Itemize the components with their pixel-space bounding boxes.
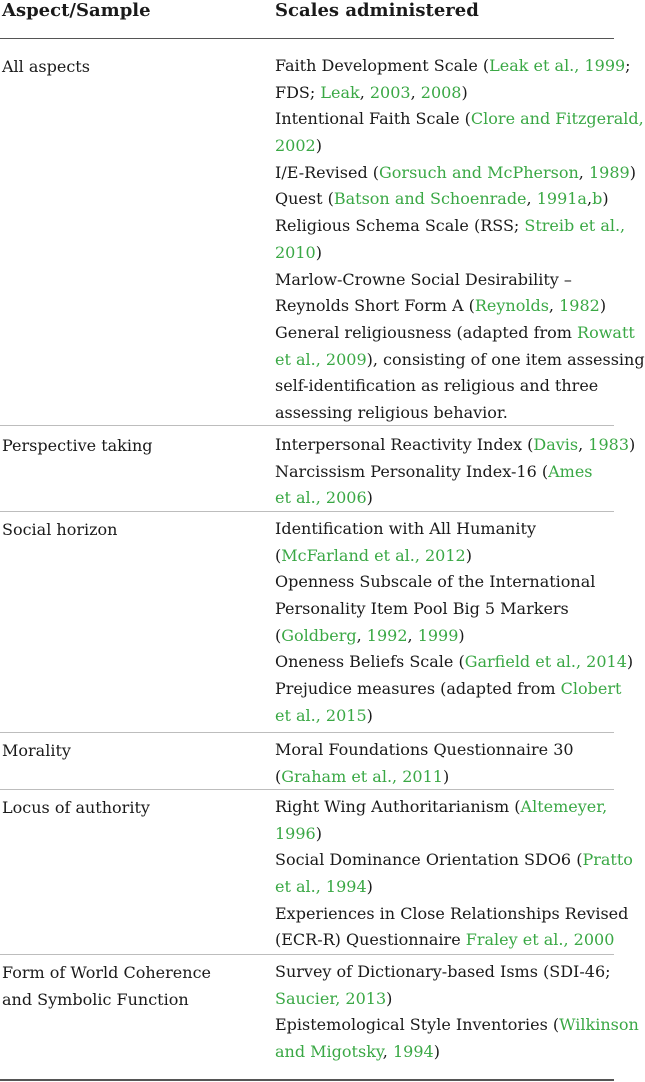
- scale-text: (: [275, 625, 282, 645]
- scale-line: [275, 901, 629, 928]
- scale-line: [275, 459, 614, 486]
- citation-link[interactable]: Reynolds: [474, 296, 549, 316]
- scale-text: Personality Item Pool Big 5 Markers: [275, 599, 569, 619]
- scale-line: [275, 794, 614, 821]
- row-aspect-label: [2, 959, 252, 1013]
- row-aspect-label: [2, 432, 252, 459]
- citation-link[interactable]: et al., 2015: [275, 705, 367, 725]
- scale-text: ,: [382, 1042, 393, 1062]
- row-aspect-label: [2, 516, 252, 543]
- citation-link[interactable]: Clore and Fitzgerald,: [470, 109, 644, 129]
- scale-text: ): [465, 545, 472, 565]
- scale-text: ): [599, 296, 607, 316]
- header-aspect-sample: Aspect/Sample: [2, 0, 151, 21]
- citation-link[interactable]: 1999: [584, 56, 626, 75]
- scale-text: ,: [578, 435, 589, 454]
- citation-link[interactable]: Graham et al., 2011: [281, 766, 443, 786]
- scale-line: [275, 986, 614, 1013]
- scale-text: ,: [359, 82, 370, 102]
- citation-link[interactable]: 1991a: [536, 189, 587, 209]
- scale-line: [275, 240, 614, 267]
- scale-text: Identification with All Humanity: [275, 519, 536, 538]
- citation-link[interactable]: Clobert: [560, 679, 622, 699]
- aspect-line: Perspective taking: [2, 436, 153, 455]
- scale-text: self-identification as religious and three: [275, 376, 599, 396]
- scale-text: ): [315, 136, 322, 156]
- scale-text: Experiences in Close Relationships Revised: [275, 903, 629, 923]
- scale-line: [275, 485, 614, 512]
- row-scales-cell: [275, 516, 634, 730]
- citation-link[interactable]: Leak: [320, 82, 360, 102]
- scale-text: ), consisting of one item assessing: [366, 349, 645, 369]
- scale-line: [275, 213, 626, 240]
- row-scales-cell: [275, 737, 614, 790]
- scale-line: [275, 1012, 639, 1039]
- scale-line: [275, 764, 614, 791]
- scale-text: Moral Foundations Questionnaire 30: [275, 740, 574, 759]
- citation-link[interactable]: 1989: [588, 162, 630, 182]
- scale-line: [275, 596, 614, 623]
- scale-text: ): [386, 988, 393, 1008]
- scale-text: ): [602, 189, 609, 209]
- scale-line: [275, 927, 614, 954]
- scale-text: Survey of Dictionary-based Isms (SDI-46;: [275, 962, 611, 981]
- citation-link[interactable]: Saucier, 2013: [275, 988, 387, 1008]
- citation-link[interactable]: Streib et al.,: [524, 216, 626, 236]
- citation-link[interactable]: Altemeyer,: [520, 797, 608, 816]
- citation-link[interactable]: Gorsuch and McPherson: [379, 162, 579, 182]
- scale-line: [275, 347, 645, 374]
- scale-line: [275, 293, 614, 320]
- scale-text: General religiousness (adapted from: [275, 322, 578, 342]
- scale-text: Faith Development Scale (: [275, 56, 490, 75]
- table-bottom-rule: [0, 1079, 614, 1081]
- scale-line: [275, 569, 614, 596]
- row-divider: [0, 789, 614, 790]
- scale-text: Right Wing Authoritarianism (: [275, 797, 521, 816]
- scale-text: ): [442, 766, 450, 786]
- scale-line: [275, 543, 614, 570]
- aspect-line: Locus of authority: [2, 798, 150, 817]
- scale-text: Religious Schema Scale (RSS;: [275, 216, 525, 236]
- citation-link[interactable]: 1999: [417, 625, 459, 645]
- citation-link[interactable]: 1994: [392, 1042, 434, 1062]
- scale-text: ): [315, 242, 322, 262]
- citation-link[interactable]: Davis: [533, 435, 579, 454]
- scale-line: [275, 737, 614, 764]
- scale-line: [275, 874, 614, 901]
- scale-text: (: [275, 766, 282, 786]
- scale-text: Oneness Beliefs Scale (: [275, 652, 465, 672]
- scale-text: FDS;: [275, 82, 321, 102]
- citation-link[interactable]: Leak et al.,: [489, 56, 580, 75]
- scale-text: ): [629, 435, 636, 454]
- scale-text: Openness Subscale of the International: [275, 572, 596, 592]
- scale-text: assessing religious behavior.: [275, 402, 508, 422]
- scale-line: [275, 373, 614, 400]
- citation-link[interactable]: 2010: [275, 242, 316, 262]
- citation-link[interactable]: Rowatt: [577, 322, 635, 342]
- row-divider: [0, 732, 614, 733]
- citation-link[interactable]: b: [592, 189, 603, 209]
- citation-link[interactable]: McFarland et al., 2012: [281, 545, 466, 565]
- scale-line: [275, 320, 635, 347]
- scale-text: Interpersonal Reactivity Index (: [275, 435, 534, 454]
- scale-text: ): [366, 877, 373, 897]
- scale-text: ,: [526, 189, 537, 209]
- scale-text: ,: [578, 162, 589, 182]
- citation-link[interactable]: Garfield et al., 2014: [464, 652, 627, 672]
- row-scales-cell: [275, 432, 636, 512]
- scale-text: I/E-Revised (: [275, 162, 380, 182]
- scale-text: Marlow-Crowne Social Desirability –: [275, 269, 572, 289]
- scale-line: [275, 160, 636, 187]
- citation-link[interactable]: Wilkinson: [559, 1015, 639, 1035]
- scale-text: ): [629, 162, 636, 182]
- scale-text: ,: [548, 296, 560, 316]
- scale-text: Prejudice measures (adapted from: [275, 679, 561, 699]
- scale-line: [275, 133, 614, 160]
- table-header: [0, 0, 614, 38]
- scale-text: (: [275, 545, 282, 565]
- row-divider: [0, 511, 614, 512]
- citation-link[interactable]: Goldberg: [281, 625, 357, 645]
- scale-text: Epistemological Style Inventories (: [275, 1015, 560, 1035]
- scale-line: [275, 1039, 614, 1066]
- citation-link[interactable]: et al., 1994: [275, 877, 367, 897]
- scale-text: Narcissism Personality Index-16 (: [275, 461, 549, 481]
- scale-text: ,: [356, 625, 367, 645]
- scale-text: Social Dominance Orientation SDO6 (: [275, 850, 583, 870]
- scale-line: [275, 649, 634, 676]
- scale-line: [275, 80, 614, 107]
- scale-line: [275, 623, 614, 650]
- citation-link[interactable]: 1996: [275, 823, 316, 843]
- scale-text: Reynolds Short Form A (: [275, 296, 475, 316]
- citation-link[interactable]: Fraley et al., 2000: [465, 930, 615, 950]
- citation-link[interactable]: 2008: [420, 82, 462, 102]
- scale-text: ,: [410, 82, 421, 102]
- row-aspect-label: [2, 53, 252, 80]
- scale-text: ,: [407, 625, 418, 645]
- scale-text: (ECR-R) Questionnaire: [275, 930, 466, 950]
- scale-line: [275, 432, 636, 459]
- scale-text: ;: [625, 56, 631, 75]
- citation-link[interactable]: 2002: [275, 136, 316, 156]
- citation-link[interactable]: 1992: [366, 625, 408, 645]
- row-scales-cell: [275, 794, 633, 954]
- citation-link[interactable]: Pratto: [582, 850, 633, 870]
- scale-text: ): [461, 82, 468, 102]
- row-divider: [0, 954, 614, 955]
- citation-link[interactable]: 2003: [369, 82, 411, 102]
- scale-line: [275, 106, 644, 133]
- citation-link[interactable]: 1982: [559, 296, 600, 316]
- row-aspect-label: [2, 794, 252, 821]
- header-scales-administered: Scales administered: [275, 0, 479, 21]
- row-scales-cell: [275, 53, 645, 427]
- citation-link[interactable]: 1983: [588, 435, 630, 454]
- citation-link[interactable]: and Migotsky: [275, 1042, 383, 1062]
- scale-line: [275, 821, 614, 848]
- citation-link[interactable]: et al., 2006: [275, 488, 367, 508]
- scale-line: [275, 959, 614, 986]
- scale-text: ): [366, 488, 373, 508]
- scale-line: [275, 400, 614, 427]
- citation-link[interactable]: Ames: [548, 461, 593, 481]
- scale-text: ,: [586, 189, 593, 209]
- scale-line: [275, 847, 633, 874]
- header-rule: [0, 38, 614, 39]
- scale-text: Quest (: [275, 189, 334, 209]
- scale-line: [275, 53, 631, 80]
- row-aspect-label: [2, 737, 252, 764]
- aspect-line: All aspects: [2, 57, 90, 76]
- scale-line: [275, 516, 614, 543]
- scale-text: ): [458, 625, 465, 645]
- scale-line: [275, 186, 614, 213]
- scale-line: [275, 703, 614, 730]
- aspect-line: Form of World Coherence: [2, 963, 211, 982]
- citation-link[interactable]: Batson and Schoenrade: [333, 189, 527, 209]
- row-scales-cell: [275, 959, 639, 1066]
- scale-line: [275, 676, 622, 703]
- scale-text: ): [626, 652, 634, 672]
- row-divider: [0, 425, 614, 426]
- citation-link[interactable]: et al., 2009: [275, 349, 367, 369]
- scale-line: [275, 267, 614, 294]
- scale-text: ): [315, 823, 322, 843]
- scale-text: Intentional Faith Scale (: [275, 109, 471, 129]
- scale-text: ): [433, 1042, 440, 1062]
- scale-text: ): [366, 705, 373, 725]
- aspect-line: Social horizon: [2, 520, 118, 539]
- aspect-line: and Symbolic Function: [2, 990, 189, 1009]
- aspect-line: Morality: [2, 741, 71, 760]
